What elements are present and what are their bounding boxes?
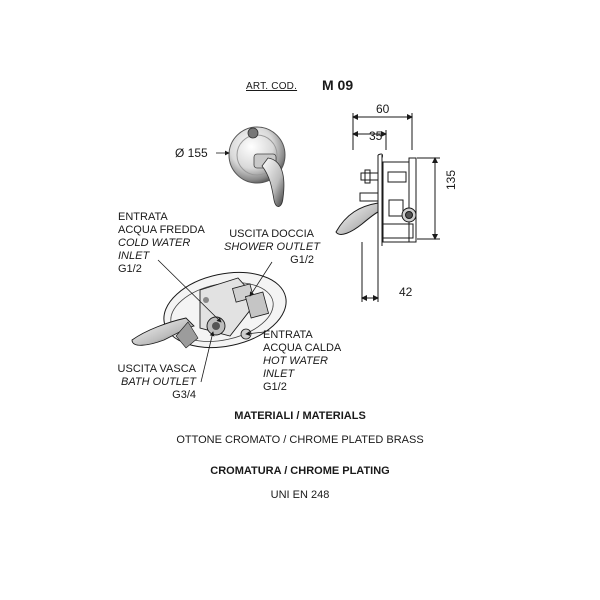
materials-value: OTTONE CROMATO / CHROME PLATED BRASS (176, 434, 424, 446)
hot-inlet-line-3: HOT WATER (263, 355, 328, 367)
plating-title: CROMATURA / CHROME PLATING (210, 465, 390, 477)
plating-value: UNI EN 248 (270, 489, 330, 501)
hot-inlet-label (263, 329, 341, 394)
bath-outlet-line-3: G3/4 (172, 389, 196, 401)
bath-outlet-line-2: BATH OUTLET (121, 376, 196, 388)
cold-inlet-line-4: INLET (118, 250, 150, 262)
dimension-60: 60 (376, 102, 390, 116)
art-code-label: ART. COD. (246, 81, 298, 92)
side-view-drawing (336, 113, 440, 302)
dimension-35: 35 (369, 129, 383, 143)
cold-inlet-line-1: ENTRATA (118, 211, 168, 223)
shower-outlet-label (224, 228, 320, 267)
shower-outlet-line-3: G1/2 (290, 254, 314, 266)
article-code: M 09 (322, 77, 354, 93)
shower-outlet-line-1: USCITA DOCCIA (229, 228, 314, 240)
cold-inlet-label (118, 211, 205, 276)
hot-inlet-line-4: INLET (263, 368, 295, 380)
shower-outlet-line-2: SHOWER OUTLET (224, 241, 320, 253)
cold-inlet-line-2: ACQUA FREDDA (118, 224, 205, 236)
bath-outlet-line-1: USCITA VASCA (117, 363, 196, 375)
cold-inlet-line-5: G1/2 (118, 263, 142, 275)
cold-inlet-line-3: COLD WATER (118, 237, 191, 249)
hot-inlet-line-2: ACQUA CALDA (263, 342, 342, 354)
hot-inlet-line-5: G1/2 (263, 381, 287, 393)
diameter-dimension: Ø 155 (175, 146, 208, 160)
front-view-mixer (229, 127, 285, 207)
dimension-135: 135 (444, 169, 458, 190)
diverter-knob-icon (248, 128, 258, 138)
hot-inlet-line-1: ENTRATA (263, 329, 313, 341)
dimension-42: 42 (399, 285, 413, 299)
materials-title: MATERIALI / MATERIALS (234, 410, 366, 422)
bath-outlet-label (110, 363, 196, 402)
